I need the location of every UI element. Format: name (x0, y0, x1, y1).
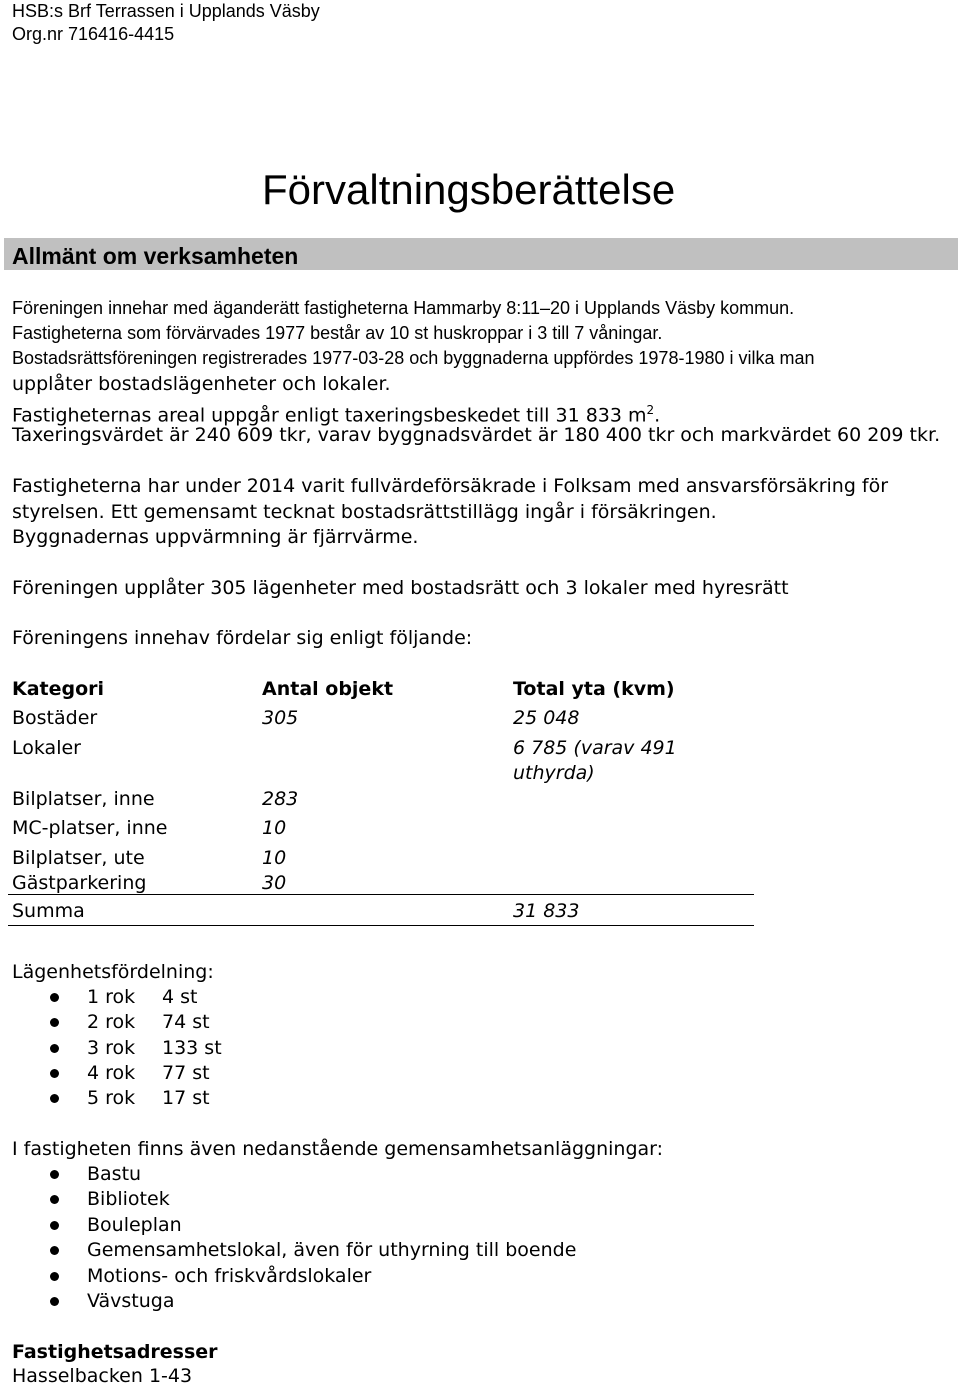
list-item: 133 st (162, 1037, 222, 1059)
table-cell: Lokaler (12, 737, 81, 759)
table-cell: Bilplatser, inne (12, 788, 155, 810)
table-cell: 305 (262, 707, 299, 729)
table-header-kategori: Kategori (12, 678, 105, 700)
table-cell: 30 (262, 872, 287, 894)
table-rule (8, 925, 754, 926)
list-item: Gemensamhetslokal, även för uthyrning till boende (87, 1239, 577, 1261)
list-item: Bastu (87, 1163, 142, 1185)
table-cell: Gästparkering (12, 872, 147, 894)
org-name: HSB:s Brf Terrassen i Upplands Väsby (12, 1, 320, 21)
table-sum-label: Summa (12, 900, 85, 922)
bullet-icon (50, 1272, 59, 1281)
table-cell: 10 (262, 847, 287, 869)
list-item: Vävstuga (87, 1290, 175, 1312)
table-header-yta: Total yta (kvm) (513, 678, 675, 700)
list-item: Bibliotek (87, 1188, 170, 1210)
address-line: Hasselbacken 1-43 (12, 1365, 193, 1387)
facilities-label: I fastigheten finns även nedanstående gemensamhetsanläggningar: (12, 1138, 664, 1160)
list-item: 4 st (162, 986, 198, 1008)
organization-header (12, 0, 320, 46)
section-heading-bar (4, 238, 958, 270)
table-cell: 283 (262, 788, 299, 810)
bullet-icon (50, 1069, 59, 1078)
bullet-icon (50, 1246, 59, 1255)
org-number: Org.nr 716416-4415 (12, 24, 175, 44)
list-item: 77 st (162, 1062, 210, 1084)
list-item: 2 rok (87, 1011, 136, 1033)
bullet-icon (50, 1094, 59, 1103)
table-sum-value: 31 833 (513, 900, 580, 922)
paragraph-line: Föreningen innehar med äganderätt fastigheterna Hammarby 8:11–20 i Upplands Väsby kommun. (12, 298, 795, 318)
table-cell: 25 048 (513, 707, 580, 729)
list-item: Bouleplan (87, 1214, 182, 1236)
bullet-icon (50, 1195, 59, 1204)
list-item: 5 rok (87, 1087, 136, 1109)
bullet-icon (50, 1297, 59, 1306)
bullet-icon (50, 993, 59, 1002)
table-cell: uthyrda) (513, 762, 595, 784)
paragraph-line: Föreningens innehav fördelar sig enligt följande: (12, 627, 473, 649)
bullet-icon (50, 1044, 59, 1053)
table-rule (8, 894, 754, 895)
list-item: 4 rok (87, 1062, 136, 1084)
list-item: Motions- och friskvårdslokaler (87, 1265, 372, 1287)
list-item: 1 rok (87, 986, 136, 1008)
table-cell: Bilplatser, ute (12, 847, 145, 869)
paragraph-line: upplåter bostadslägenheter och lokaler. (12, 373, 391, 395)
area-text: Fastigheternas areal uppgår enligt taxeringsbeskedet till 31 833 m (12, 404, 647, 427)
period: . (654, 404, 661, 427)
list-item: 74 st (162, 1011, 210, 1033)
list-item: 3 rok (87, 1037, 136, 1059)
paragraph-line: Fastigheterna har under 2014 varit fullvärdeförsäkrade i Folksam med ansvarsförsäkring för (12, 475, 889, 497)
paragraph-line: Bostadsrättsföreningen registrerades 1977-03-28 och byggnaderna uppfördes 1978-1980 i vilka man (12, 348, 815, 368)
paragraph-line: styrelsen. Ett gemensamt tecknat bostadsrättstillägg ingår i försäkringen. (12, 501, 717, 523)
table-cell: 6 785 (varav 491 (513, 737, 677, 759)
bullet-icon (50, 1221, 59, 1230)
table-cell: Bostäder (12, 707, 98, 729)
table-cell: MC-platser, inne (12, 817, 168, 839)
paragraph-line: Byggnadernas uppvärmning är fjärrvärme. (12, 526, 419, 548)
table-header-antal: Antal objekt (262, 678, 394, 700)
addresses-heading: Fastighetsadresser (12, 1341, 218, 1363)
paragraph-line: Taxeringsvärdet är 240 609 tkr, varav byggnadsvärdet är 180 400 tkr och markvärdet 60 209 tkr. (12, 424, 941, 446)
bullet-icon (50, 1018, 59, 1027)
apartments-label: Lägenhetsfördelning: (12, 961, 214, 983)
bullet-icon (50, 1170, 59, 1179)
paragraph-line: Föreningen upplåter 305 lägenheter med bostadsrätt och 3 lokaler med hyresrätt (12, 577, 789, 599)
list-item: 17 st (162, 1087, 210, 1109)
superscript: 2 (646, 403, 655, 417)
section-heading: Allmänt om verksamheten (12, 243, 299, 269)
page-title: Förvaltningsberättelse (262, 166, 676, 213)
paragraph-line: Fastigheterna som förvärvades 1977 består av 10 st huskroppar i 3 till 7 våningar. (12, 323, 663, 343)
table-cell: 10 (262, 817, 287, 839)
